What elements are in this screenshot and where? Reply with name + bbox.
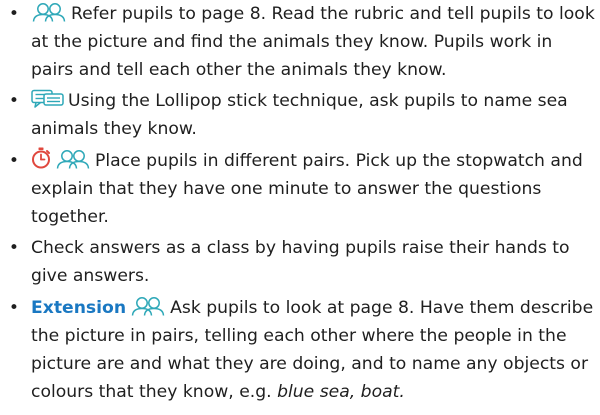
example-words: blue sea, boat. <box>277 382 405 403</box>
list-item <box>0 87 598 143</box>
item-text: Using the Lollipop stick technique, ask pupils to name sea animals they know. <box>31 91 568 140</box>
stopwatch-icon <box>31 147 51 169</box>
bullet-dot: • <box>8 238 20 259</box>
pair-work-icon <box>130 296 166 316</box>
pair-work-icon <box>55 149 91 169</box>
bullet-dot: • <box>8 150 20 171</box>
speech-bubbles-icon <box>31 89 64 109</box>
item-text: Place pupils in different pairs. Pick up the stopwatch and explain that they have one minute to answer the questions together. <box>31 150 583 227</box>
bullet-dot: • <box>8 297 20 318</box>
list-item <box>0 0 598 84</box>
pair-work-icon <box>31 2 67 22</box>
list-item <box>0 234 598 290</box>
bullet-dot: • <box>8 3 20 24</box>
extension-label: Extension <box>31 297 127 318</box>
bullet-dot: • <box>8 91 20 112</box>
list-item <box>0 147 598 232</box>
list-item <box>0 294 598 407</box>
item-text: Refer pupils to page 8. Read the rubric and tell pupils to look at the picture and find the animals they know. Pupils work in pairs and tell each other the animals they know. <box>31 3 595 80</box>
item-text: Check answers as a class by having pupils raise their hands to give answers. <box>31 238 570 287</box>
item-text: Ask pupils to look at page 8. Have them describe the picture in pairs, telling each other where the people in the picture are and what they are doing, and to name any objects or colours that they know, e.g. <box>31 297 594 403</box>
